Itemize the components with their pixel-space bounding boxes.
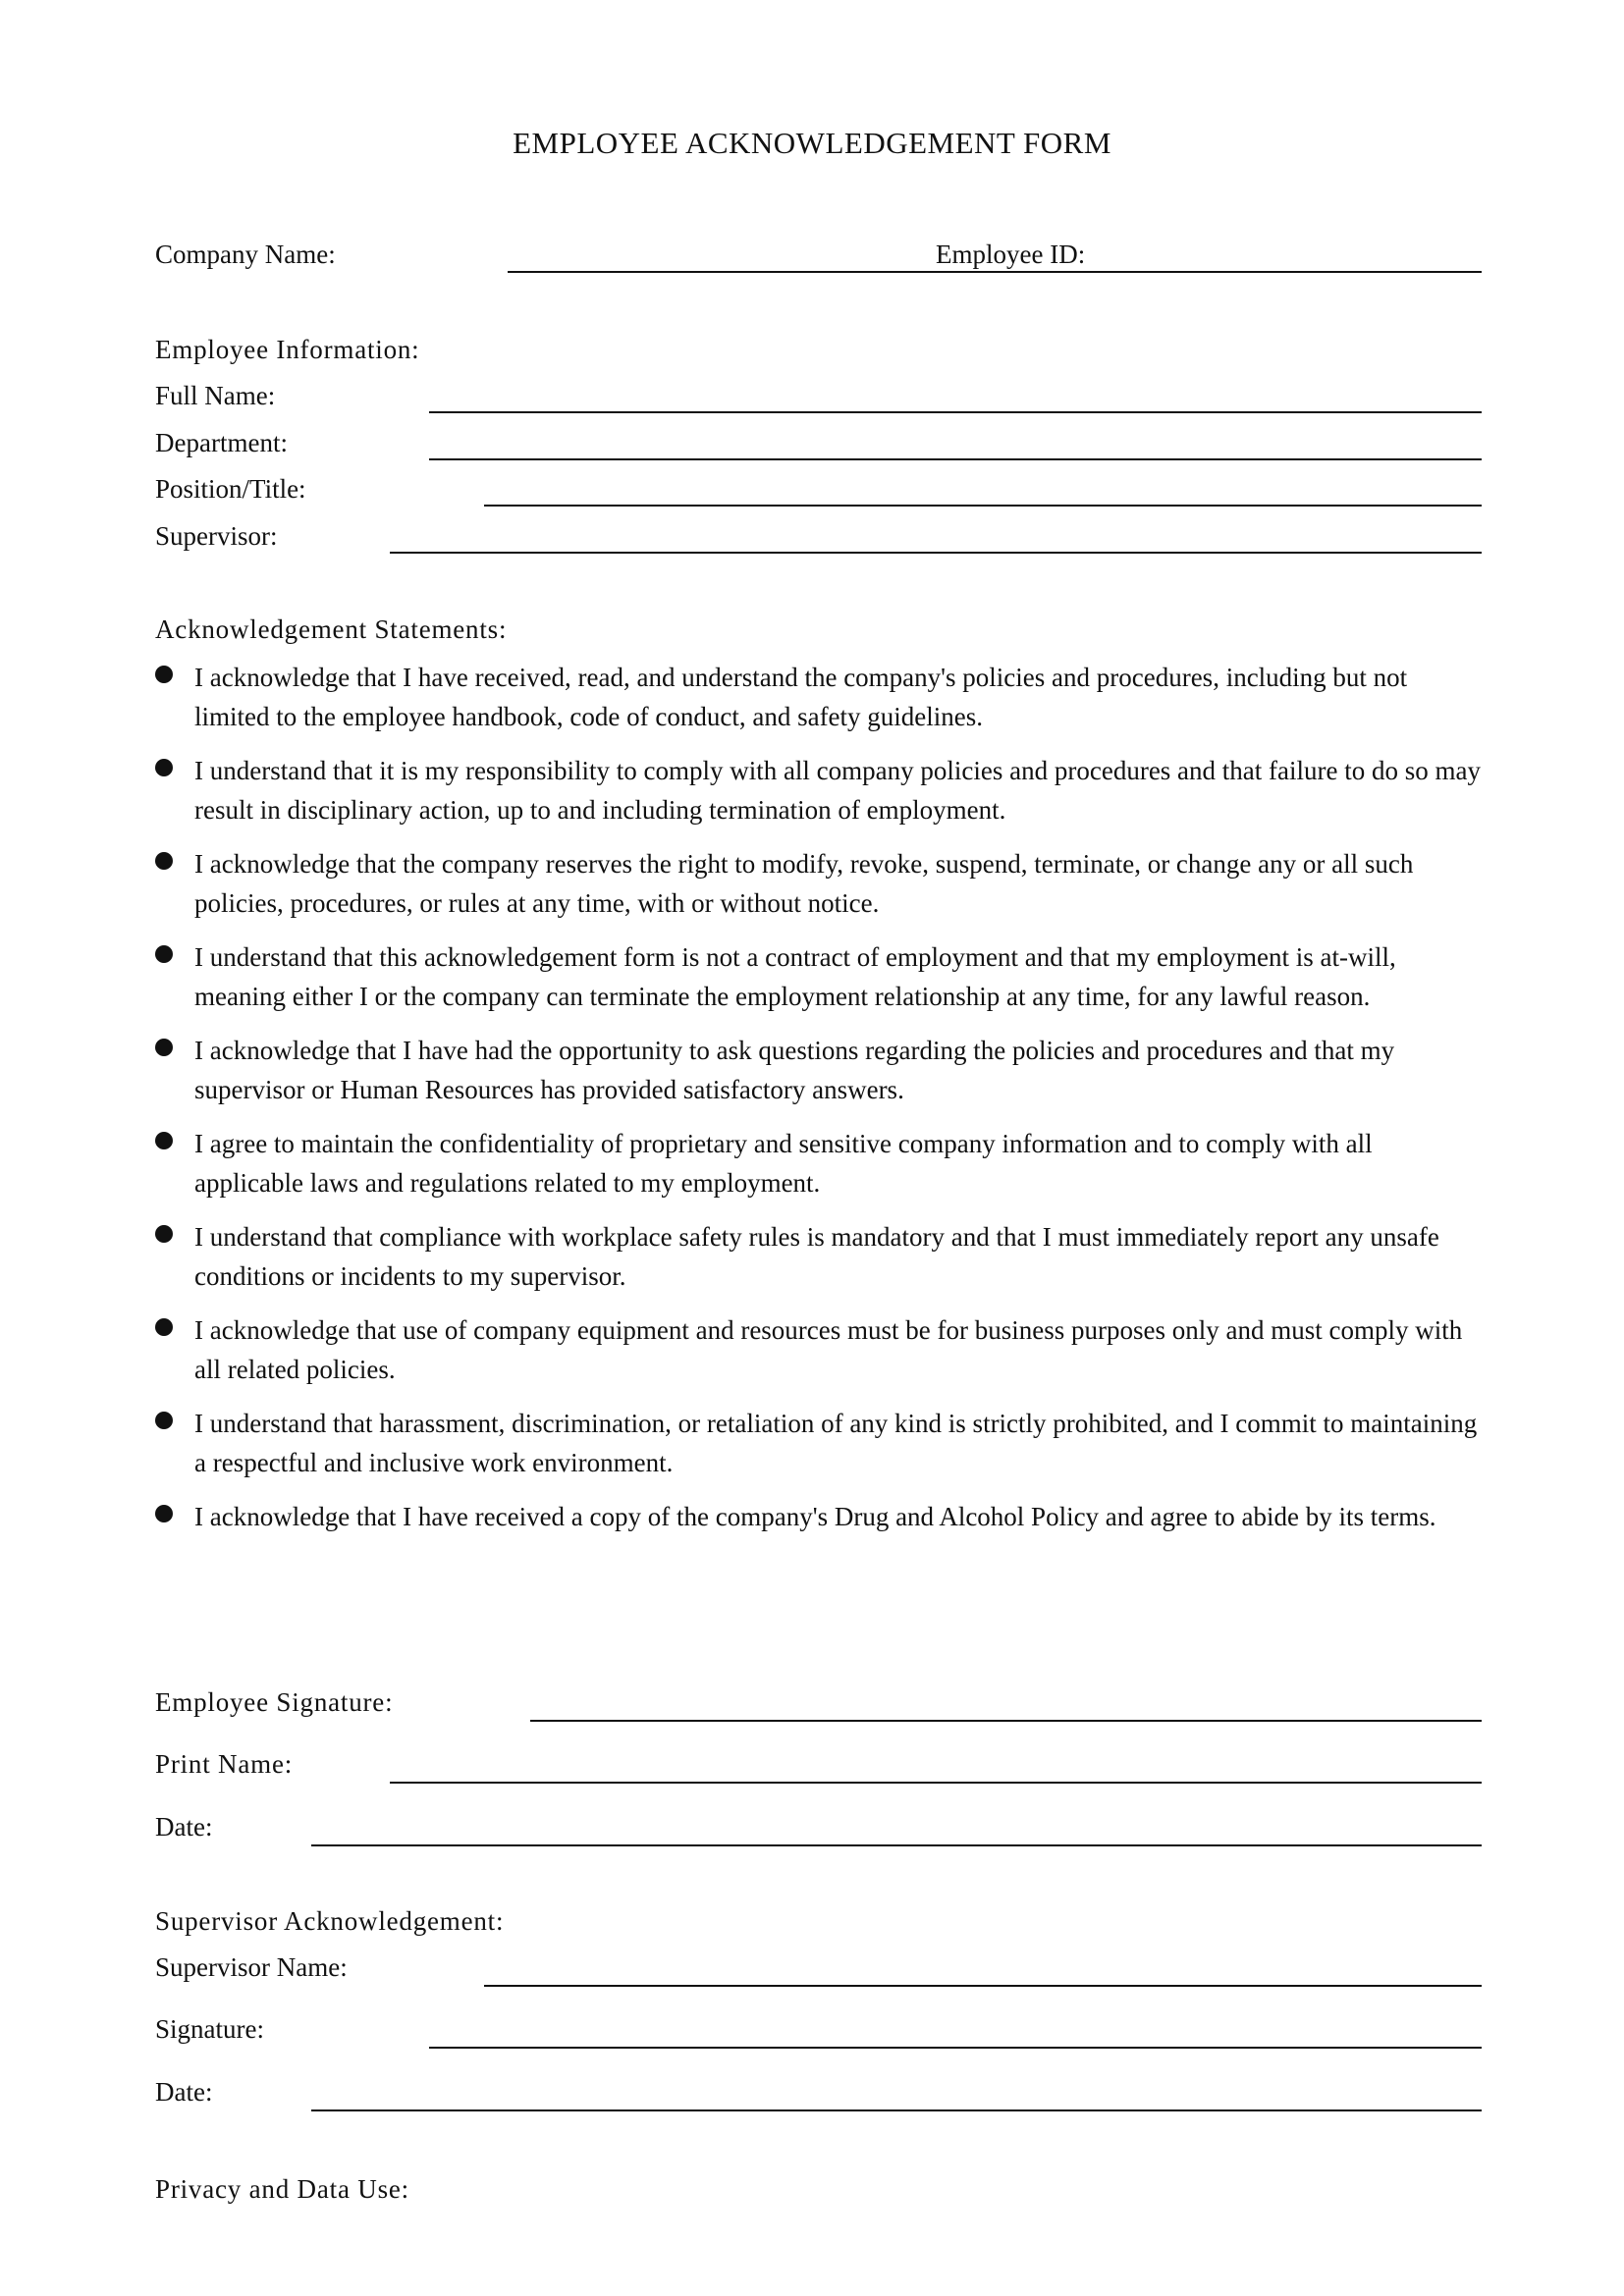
employee-date-label: Date: <box>155 1812 213 1842</box>
bullet-icon <box>155 666 173 683</box>
print-name-label: Print Name: <box>155 1749 294 1779</box>
position-title-field[interactable] <box>484 505 1482 507</box>
bullet-icon <box>155 1132 173 1149</box>
statement-text: I acknowledge that I have received a copy of the company's Drug and Alcohol Policy and agree to abide by its terms. <box>194 1502 1436 1531</box>
statements-heading: Acknowledgement Statements: <box>155 614 508 644</box>
bullet-icon <box>155 1318 173 1336</box>
statement-item <box>155 1031 1481 1109</box>
employee-signature-label: Employee Signature: <box>155 1687 394 1717</box>
bullet-icon <box>155 852 173 870</box>
statement-text: I understand that compliance with workplace safety rules is mandatory and that I must immediately report any unsafe conditions or incidents to my supervisor. <box>194 1222 1439 1291</box>
company-name-field[interactable] <box>508 271 1482 273</box>
statement-text: I acknowledge that I have had the opportunity to ask questions regarding the policies and procedures and that my supervisor or Human Resources has provided satisfactory answers. <box>194 1036 1395 1104</box>
employee-date-field[interactable] <box>311 1844 1482 1846</box>
employee-info-heading: Employee Information: <box>155 335 420 364</box>
supervisor-name-field[interactable] <box>484 1985 1482 1987</box>
statement-item <box>155 844 1481 923</box>
statement-item <box>155 658 1481 736</box>
statement-text: I agree to maintain the confidentiality of proprietary and sensitive company information and to comply with all applicable laws and regulations related to my employment. <box>194 1129 1373 1198</box>
supervisor-signature-label: Signature: <box>155 2014 264 2044</box>
employee-id-label: Employee ID: <box>936 240 1086 269</box>
statement-text: I acknowledge that the company reserves the right to modify, revoke, suspend, terminate, or change any or all such policies, procedures, or rules at any time, with or without notice. <box>194 849 1414 918</box>
statement-text: I understand that this acknowledgement form is not a contract of employment and that my employment is at-will, meaning either I or the company can terminate the employment relationship at any time, for any lawful reason. <box>194 942 1396 1011</box>
bullet-icon <box>155 1225 173 1243</box>
department-field[interactable] <box>429 458 1482 460</box>
supervisor-signature-field[interactable] <box>429 2047 1482 2049</box>
full-name-label: Full Name: <box>155 381 276 410</box>
statement-item <box>155 1217 1481 1296</box>
bullet-icon <box>155 1039 173 1056</box>
bullet-icon <box>155 1412 173 1429</box>
statement-text: I understand that harassment, discrimination, or retaliation of any kind is strictly prohibited, and I commit to maintaining a respectful and inclusive work environment. <box>194 1409 1478 1477</box>
supervisor-name-label: Supervisor Name: <box>155 1952 348 1982</box>
statement-item <box>155 1404 1481 1482</box>
supervisor-ack-heading: Supervisor Acknowledgement: <box>155 1906 505 1936</box>
statement-text: I acknowledge that use of company equipment and resources must be for business purposes only and must comply with all related policies. <box>194 1315 1463 1384</box>
department-label: Department: <box>155 428 288 457</box>
statement-item <box>155 1497 1481 1536</box>
statement-item <box>155 1124 1481 1202</box>
form-title: EMPLOYEE ACKNOWLEDGEMENT FORM <box>513 126 1111 160</box>
full-name-field[interactable] <box>429 411 1482 413</box>
print-name-field[interactable] <box>390 1782 1482 1784</box>
position-title-label: Position/Title: <box>155 474 306 504</box>
statement-text: I understand that it is my responsibility to comply with all company policies and procedures and that failure to do so may result in disciplinary action, up to and including termination of employment. <box>194 756 1481 825</box>
bullet-icon <box>155 1505 173 1522</box>
employee-signature-field[interactable] <box>530 1720 1482 1722</box>
bullet-icon <box>155 945 173 963</box>
company-name-label: Company Name: <box>155 240 336 269</box>
supervisor-field[interactable] <box>390 552 1482 554</box>
supervisor-label: Supervisor: <box>155 521 278 551</box>
statement-text: I acknowledge that I have received, read, and understand the company's policies and procedures, including but not limited to the employee handbook, code of conduct, and safety guidelines. <box>194 663 1408 731</box>
bullet-icon <box>155 759 173 776</box>
supervisor-date-label: Date: <box>155 2077 213 2107</box>
statement-item <box>155 1310 1481 1389</box>
statement-item <box>155 937 1481 1016</box>
statement-item <box>155 751 1481 829</box>
privacy-heading: Privacy and Data Use: <box>155 2174 409 2204</box>
supervisor-date-field[interactable] <box>311 2109 1482 2111</box>
